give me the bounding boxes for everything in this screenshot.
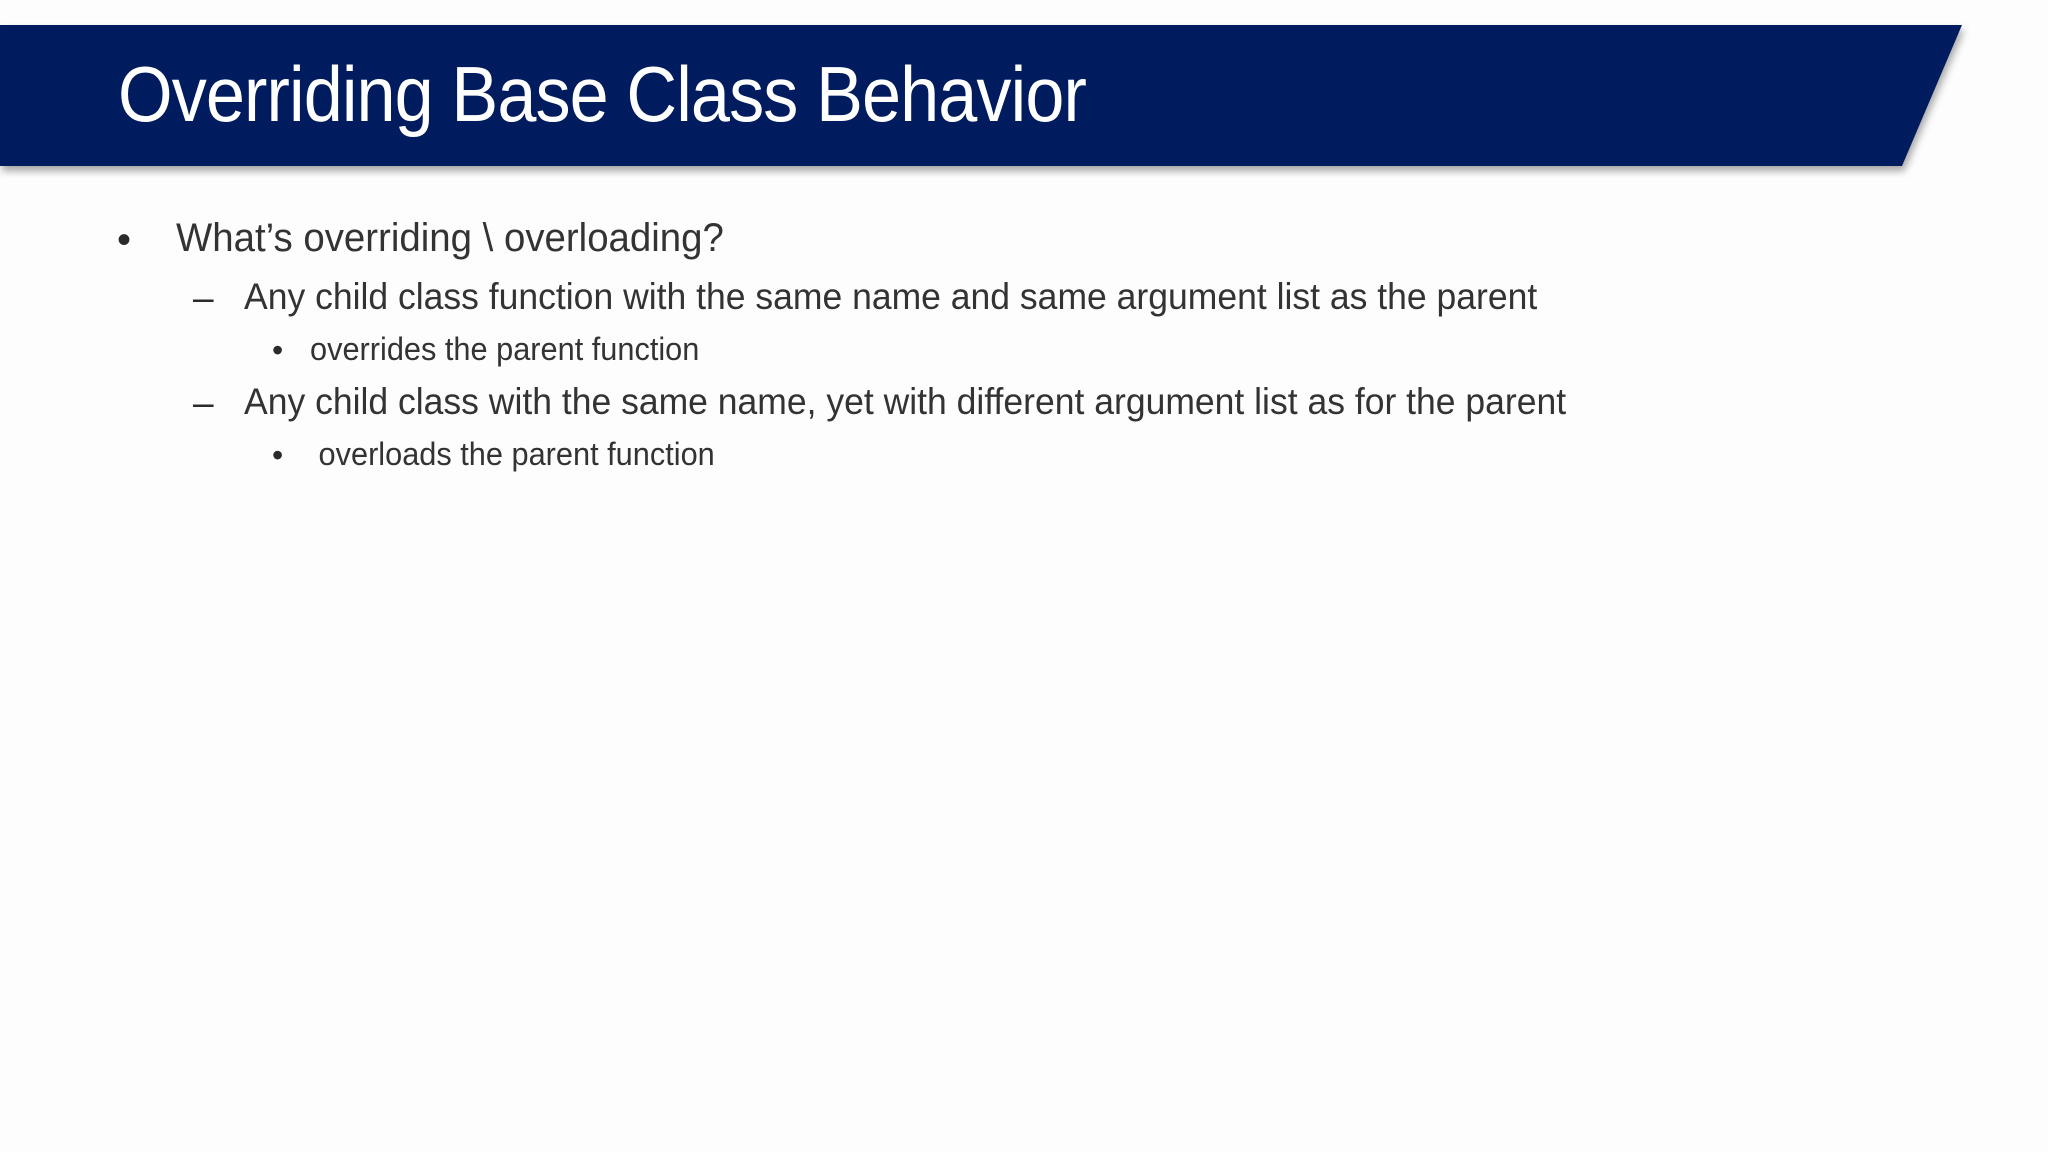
dash-marker-level2: –: [193, 277, 214, 318]
bullet-text-overrides: overrides the parent function: [310, 331, 700, 367]
slide-title: Overriding Base Class Behavior: [118, 50, 1086, 138]
bullet-text-different-argument-list: Any child class with the same name, yet with different argument list as for the parent: [244, 381, 1567, 422]
bullet-marker-level3: •: [272, 332, 284, 368]
bullet-text-overriding-question: What’s overriding \ overloading?: [176, 216, 724, 260]
bullet-text-same-argument-list: Any child class function with the same name and same argument list as the parent: [244, 276, 1538, 317]
bullet-marker-level3: •: [272, 437, 284, 473]
bullet-text-overloads: overloads the parent function: [310, 436, 715, 472]
bullet-marker-level1: •: [117, 218, 132, 262]
dash-marker-level2: –: [193, 382, 214, 423]
